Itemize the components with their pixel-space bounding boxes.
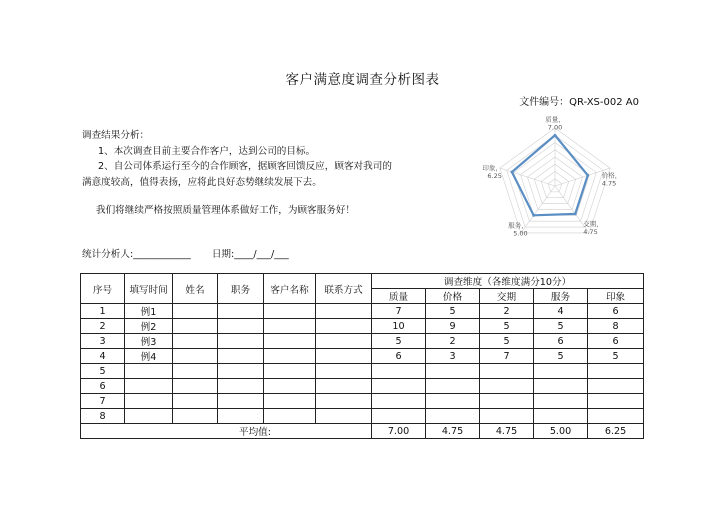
cell-score-service: 4 [534,304,588,319]
analysis-line-3: 满意度较高，值得表扬，应将此良好态势继续发展下去。 [82,176,322,188]
cell-score-price: 9 [426,319,480,334]
cell-time [125,364,173,379]
cell-position [218,304,264,319]
header-dim-delivery: 交期 [480,289,534,304]
radar-data-point [532,214,535,217]
radar-category-label: 交期， [583,219,603,228]
cell-time: 例3 [125,334,173,349]
cell-contact [316,319,372,334]
header-seq: 序号 [81,274,125,304]
radar-data-point [554,134,557,137]
header-contact: 联系方式 [316,274,372,304]
cell-score-service: 5 [534,319,588,334]
header-customer: 客户名称 [264,274,316,304]
cell-score-delivery: 2 [480,304,534,319]
cell-seq: 1 [81,304,125,319]
date-field: 日期:____/___/___ [211,249,289,260]
cell-seq: 7 [81,394,125,409]
average-label: 平均值: [81,424,372,439]
cell-position [218,334,264,349]
header-dim-service: 服务 [534,289,588,304]
radar-category-label: 价格， [601,171,622,180]
cell-score-price: 5 [426,304,480,319]
table-row [81,334,644,349]
cell-customer [264,349,316,364]
radar-value-label: 5.00 [513,229,528,238]
radar-chart [460,110,650,270]
cell-score-impression: 8 [588,319,644,334]
header-dimension-group: 调查维度（各维度满分10分） [372,274,644,289]
radar-value-label: 7.00 [547,123,563,132]
table-row [81,304,644,319]
cell-score-delivery: 5 [480,319,534,334]
average-service: 5.00 [534,424,588,439]
table-row [81,319,644,334]
survey-table [80,273,644,439]
cell-contact [316,304,372,319]
average-delivery: 4.75 [480,424,534,439]
cell-score-delivery: 5 [480,334,534,349]
radar-category-label: 质量， [545,115,565,124]
cell-customer [264,319,316,334]
cell-customer [264,334,316,349]
cell-seq: 5 [81,364,125,379]
analysis-heading: 调查结果分析： [82,130,150,141]
radar-category-label: 印象， [482,163,502,172]
header-position: 职务 [218,274,264,304]
header-dim-quality: 质量 [372,289,426,304]
table-row [81,379,644,394]
average-quality: 7.00 [372,424,426,439]
cell-score-service: 6 [534,334,588,349]
table-row [81,349,644,364]
table-row [81,409,644,424]
cell-score-quality: 5 [372,334,426,349]
average-row [81,424,644,439]
cell-score-service: 5 [534,349,588,364]
cell-seq: 3 [81,334,125,349]
header-time: 填写时间 [125,274,173,304]
radar-spoke [500,168,555,186]
radar-value-label: 6.25 [487,171,502,180]
analysis-line-1: 1、本次调查目前主要合作客户，达到公司的目标。 [98,145,316,157]
radar-data-point [586,174,589,177]
header-dim-impression: 印象 [588,289,644,304]
cell-time [125,379,173,394]
radar-value-label: 4.75 [583,227,598,236]
analysis-section [82,128,472,219]
cell-time: 例4 [125,349,173,364]
analysis-closing: 我们将继续严格按照质量管理体系做好工作，为顾客服务好！ [96,205,356,216]
table-row [81,394,644,409]
cell-score-impression: 5 [588,349,644,364]
cell-time: 例1 [125,304,173,319]
cell-seq: 4 [81,349,125,364]
radar-category-label: 服务， [508,221,528,230]
analyst-field: 统计分析人:____________ [82,249,191,260]
cell-seq: 8 [81,409,125,424]
cell-time [125,394,173,409]
cell-score-impression: 6 [588,304,644,319]
page-title: 客户满意度调查分析图表 [285,72,440,88]
cell-time: 例2 [125,319,173,334]
average-impression: 6.25 [588,424,644,439]
cell-name [173,349,218,364]
radar-data-point [574,212,577,215]
header-dim-price: 价格 [426,289,480,304]
cell-customer [264,304,316,319]
analysis-line-2: 2、自公司体系运行至今的合作顾客，据顾客回馈反应，顾客对我司的 [98,161,392,172]
header-name: 姓名 [173,274,218,304]
radar-data-point [511,171,514,174]
signature-line [82,246,289,260]
cell-position [218,319,264,334]
cell-contact [316,334,372,349]
radar-value-label: 4.75 [601,179,617,188]
cell-time [125,409,173,424]
average-price: 4.75 [426,424,480,439]
cell-position [218,349,264,364]
table-row [81,364,644,379]
cell-score-impression: 6 [588,334,644,349]
cell-contact [316,349,372,364]
cell-score-price: 2 [426,334,480,349]
cell-seq: 6 [81,379,125,394]
cell-name [173,334,218,349]
document-number: 文件编号：QR-XS-002 A0 [519,97,639,108]
cell-name [173,304,218,319]
cell-seq: 2 [81,319,125,334]
cell-score-quality: 10 [372,319,426,334]
cell-score-delivery: 7 [480,349,534,364]
cell-name [173,319,218,334]
cell-score-quality: 7 [372,304,426,319]
cell-score-quality: 6 [372,349,426,364]
cell-score-price: 3 [426,349,480,364]
